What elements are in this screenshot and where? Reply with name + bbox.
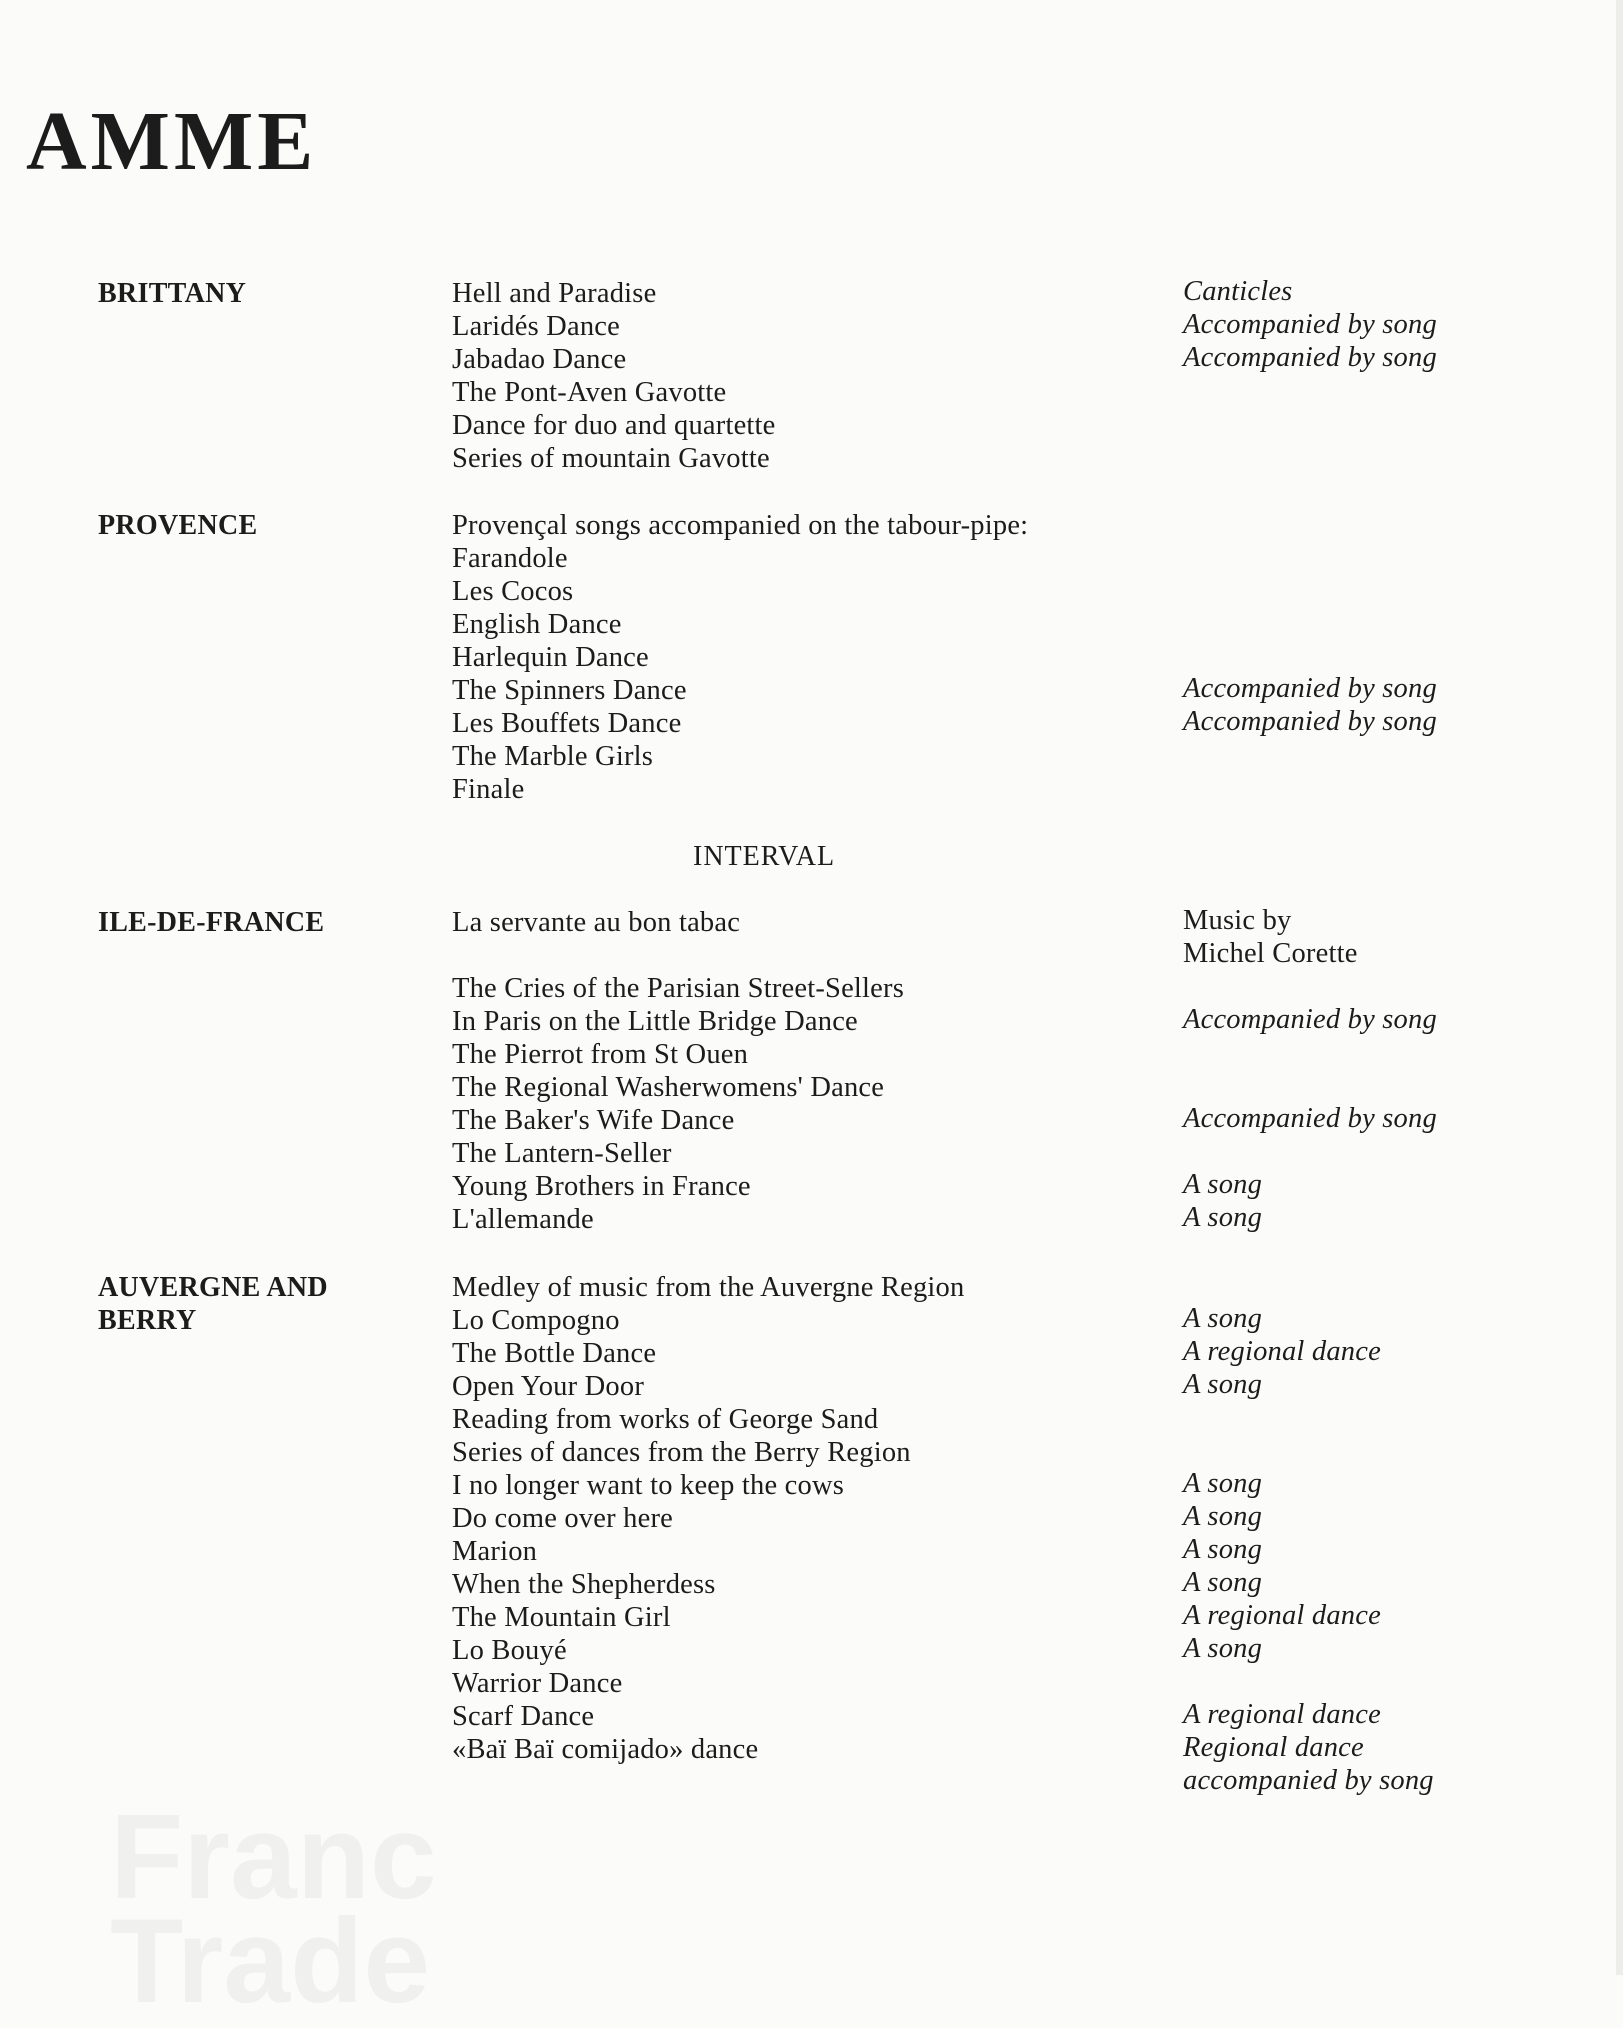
page-heading: AMME bbox=[26, 95, 318, 188]
programme-item: Dance for duo and quartette bbox=[452, 410, 776, 441]
programme-item: The Regional Washerwomens' Dance bbox=[452, 1072, 885, 1103]
programme-item: Les Cocos bbox=[452, 576, 574, 607]
programme-item: English Dance bbox=[452, 609, 622, 640]
region-label bbox=[98, 1271, 328, 1337]
programme-item: When the Shepherdess bbox=[452, 1569, 716, 1600]
programme-item: Les Bouffets Dance bbox=[452, 708, 682, 739]
programme-item: Laridés Dance bbox=[452, 311, 620, 342]
region-label-line: AUVERGNE AND bbox=[98, 1272, 328, 1303]
item-note: A song bbox=[1183, 1468, 1263, 1499]
item-note: A regional dance bbox=[1183, 1699, 1381, 1730]
item-note: Accompanied by song bbox=[1183, 342, 1437, 373]
programme-item: Jabadao Dance bbox=[452, 344, 627, 375]
programme-item: Scarf Dance bbox=[452, 1701, 595, 1732]
programme-item: Provençal songs accompanied on the tabour-pipe: bbox=[452, 510, 1029, 541]
item-note: Michel Corette bbox=[1183, 938, 1358, 969]
item-note: Regional dance bbox=[1183, 1732, 1364, 1763]
programme-item: «Baï Baï comijado» dance bbox=[452, 1734, 759, 1765]
programme-item: Lo Compogno bbox=[452, 1305, 620, 1336]
programme-item: The Pont-Aven Gavotte bbox=[452, 377, 727, 408]
programme-item: The Spinners Dance bbox=[452, 675, 687, 706]
programme-item: The Pierrot from St Ouen bbox=[452, 1039, 749, 1070]
item-note: A song bbox=[1183, 1567, 1263, 1598]
programme-item: The Cries of the Parisian Street-Sellers bbox=[452, 973, 905, 1004]
programme-item: Medley of music from the Auvergne Region bbox=[452, 1272, 965, 1303]
programme-item: Do come over here bbox=[452, 1503, 674, 1534]
programme-item: The Baker's Wife Dance bbox=[452, 1105, 735, 1136]
region-label: ILE-DE-FRANCE bbox=[98, 907, 325, 938]
programme-item: In Paris on the Little Bridge Dance bbox=[452, 1006, 858, 1037]
item-note: Accompanied by song bbox=[1183, 309, 1437, 340]
item-note: A song bbox=[1183, 1633, 1263, 1664]
interval-label: INTERVAL bbox=[693, 841, 836, 872]
programme-item: I no longer want to keep the cows bbox=[452, 1470, 845, 1501]
programme-item: Farandole bbox=[452, 543, 568, 574]
programme-item: The Mountain Girl bbox=[452, 1602, 671, 1633]
item-note: accompanied by song bbox=[1183, 1765, 1434, 1796]
programme-item: Lo Bouyé bbox=[452, 1635, 567, 1666]
programme-item: The Lantern-Seller bbox=[452, 1138, 672, 1169]
item-note: Accompanied by song bbox=[1183, 1103, 1437, 1134]
programme-item: Young Brothers in France bbox=[452, 1171, 751, 1202]
item-note: Music by bbox=[1183, 905, 1292, 936]
programme-item: The Bottle Dance bbox=[452, 1338, 657, 1369]
programme-item: Finale bbox=[452, 774, 525, 805]
programme-item: Open Your Door bbox=[452, 1371, 645, 1402]
programme-item: Harlequin Dance bbox=[452, 642, 649, 673]
item-note: Accompanied by song bbox=[1183, 1004, 1437, 1035]
item-note: Accompanied by song bbox=[1183, 673, 1437, 704]
programme-item: Warrior Dance bbox=[452, 1668, 623, 1699]
programme-item: Series of mountain Gavotte bbox=[452, 443, 770, 474]
programme-item: L'allemande bbox=[452, 1204, 594, 1235]
bleed-through-text: Franc Trade bbox=[110, 1790, 437, 2028]
item-note: A song bbox=[1183, 1501, 1263, 1532]
region-label-line: BERRY bbox=[98, 1305, 197, 1336]
item-note: A song bbox=[1183, 1202, 1263, 1233]
item-note: A song bbox=[1183, 1369, 1263, 1400]
item-note: A song bbox=[1183, 1169, 1263, 1200]
programme-item: Hell and Paradise bbox=[452, 278, 657, 309]
programme-item: The Marble Girls bbox=[452, 741, 654, 772]
item-note: Canticles bbox=[1183, 276, 1293, 307]
region-label: PROVENCE bbox=[98, 510, 258, 541]
programme-item: La servante au bon tabac bbox=[452, 907, 741, 938]
item-note: Accompanied by song bbox=[1183, 706, 1437, 737]
page-edge bbox=[1616, 0, 1623, 1975]
programme-item: Series of dances from the Berry Region bbox=[452, 1437, 911, 1468]
item-note: A regional dance bbox=[1183, 1336, 1381, 1367]
item-note: A song bbox=[1183, 1534, 1263, 1565]
item-note: A regional dance bbox=[1183, 1600, 1381, 1631]
programme-item: Reading from works of George Sand bbox=[452, 1404, 879, 1435]
region-label: BRITTANY bbox=[98, 278, 247, 309]
item-note: A song bbox=[1183, 1303, 1263, 1334]
programme-item: Marion bbox=[452, 1536, 538, 1567]
